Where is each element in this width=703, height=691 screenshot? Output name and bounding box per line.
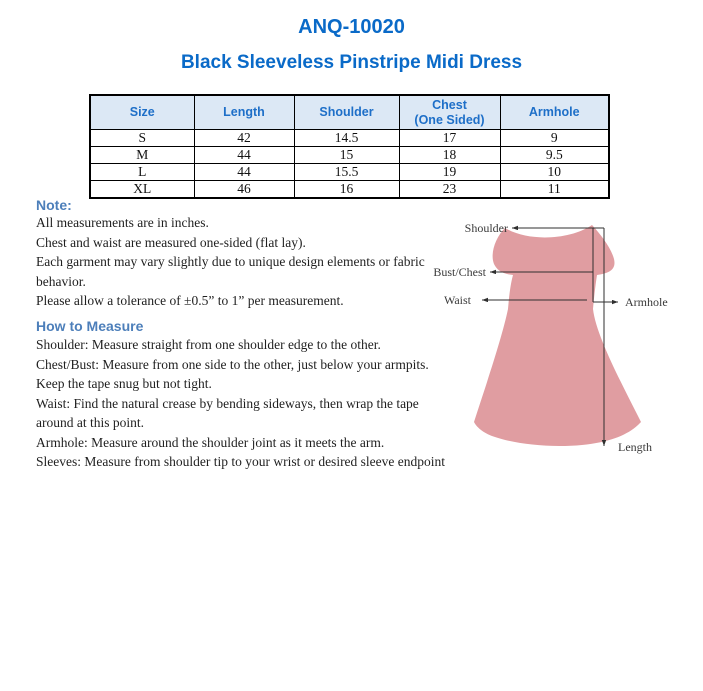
- cell-chest: 18: [399, 147, 500, 164]
- cell-size: XL: [90, 181, 194, 199]
- note-line: All measurements are in inches.: [36, 215, 209, 230]
- cell-shoulder: 16: [294, 181, 399, 199]
- product-name-subtitle: Black Sleeveless Pinstripe Midi Dress: [180, 52, 523, 73]
- note-body: [36, 213, 448, 311]
- header-chest: [399, 95, 500, 130]
- cell-chest: 17: [399, 130, 500, 147]
- product-code-title: ANQ-10020: [298, 16, 405, 38]
- header-chest-line2: (One Sided): [414, 112, 485, 127]
- cell-armhole: 9: [500, 130, 609, 147]
- measure-instruction-chest: Chest/Bust: Measure from one side to the other, just below your armpits. Keep the tape snug but not tight.: [36, 356, 429, 391]
- cell-shoulder: 15: [294, 147, 399, 164]
- header-length: Length: [194, 95, 294, 130]
- how-to-measure-body: [36, 335, 448, 472]
- diagram-label-length: Length: [618, 440, 652, 454]
- note-line: Each garment may vary slightly due to unique design elements or fabric behavior.: [36, 254, 425, 289]
- measure-instruction-sleeves: Sleeves: Measure from shoulder tip to your wrist or desired sleeve endpoint: [36, 454, 446, 469]
- cell-shoulder: 15.5: [294, 164, 399, 181]
- note-line: Chest and waist are measured one-sided (flat lay).: [36, 234, 306, 250]
- cell-size: L: [90, 164, 194, 181]
- measure-instruction-armhole: Armhole: Measure around the shoulder joint as it meets the arm.: [36, 434, 385, 450]
- measure-instruction-waist: Waist: Find the natural crease by bending sideways, then wrap the tape around at this point.: [36, 395, 419, 430]
- cell-length: 46: [194, 181, 294, 199]
- cell-chest: 19: [399, 164, 500, 181]
- cell-size: M: [90, 147, 194, 164]
- dress-measurement-diagram: [430, 198, 703, 468]
- table-row-xl: [90, 181, 609, 199]
- header-shoulder: Shoulder: [294, 95, 399, 130]
- cell-armhole: 10: [500, 164, 609, 181]
- how-to-measure-heading: How to Measure: [36, 318, 144, 334]
- diagram-label-waist: Waist: [443, 293, 471, 307]
- cell-shoulder: 14.5: [294, 130, 399, 147]
- cell-armhole: 9.5: [500, 147, 609, 164]
- header-size: Size: [90, 95, 194, 130]
- measure-instruction-shoulder: Shoulder: Measure straight from one shoulder edge to the other.: [36, 337, 381, 352]
- size-table-header: [90, 95, 609, 130]
- table-row-s: [90, 130, 609, 147]
- cell-length: 42: [194, 130, 294, 147]
- table-row-l: [90, 164, 609, 181]
- cell-armhole: 11: [500, 181, 609, 199]
- note-line: Please allow a tolerance of ±0.5” to 1” per measurement.: [36, 293, 344, 308]
- table-header-row: [90, 95, 609, 130]
- size-table: [89, 94, 610, 199]
- cell-size: S: [90, 130, 194, 147]
- cell-length: 44: [194, 164, 294, 181]
- size-table-body: [90, 130, 609, 199]
- diagram-label-shoulder: Shoulder: [464, 221, 508, 235]
- cell-length: 44: [194, 147, 294, 164]
- header-armhole: Armhole: [500, 95, 609, 130]
- diagram-label-bust-chest: Bust/Chest: [433, 265, 486, 279]
- diagram-label-armhole: Armhole: [625, 295, 668, 309]
- table-row-m: [90, 147, 609, 164]
- note-heading: Note:: [36, 197, 72, 213]
- header-chest-line1: Chest: [432, 97, 467, 112]
- dress-silhouette: [474, 225, 641, 446]
- cell-chest: 23: [399, 181, 500, 199]
